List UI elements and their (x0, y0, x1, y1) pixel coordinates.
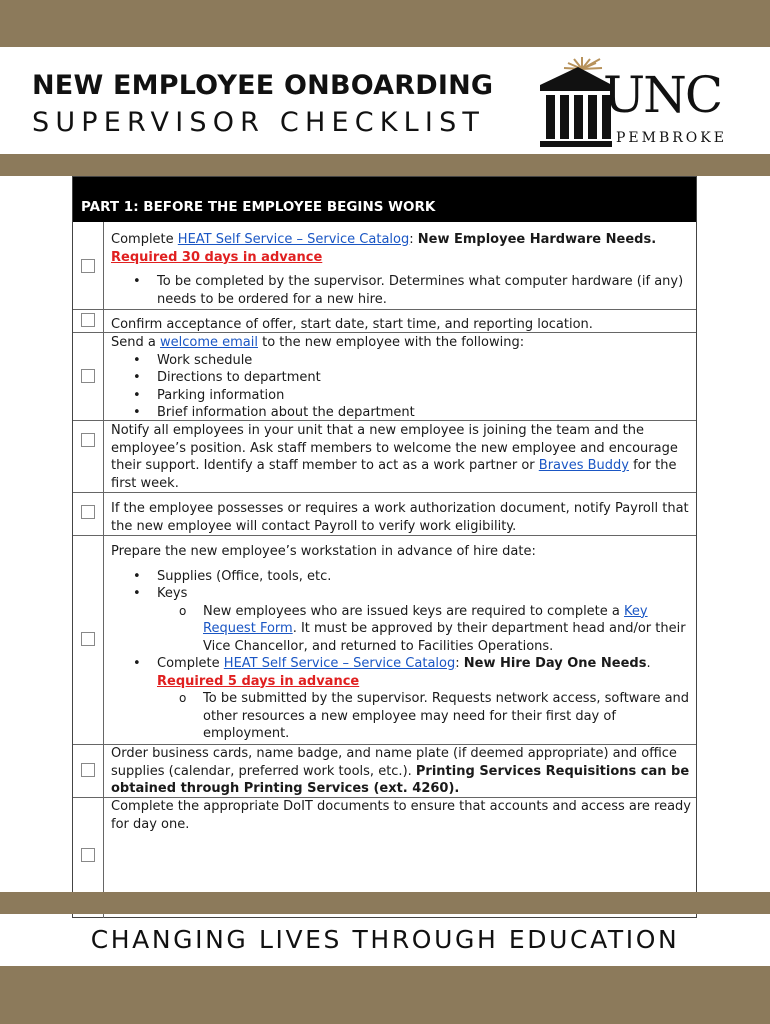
list-item (111, 655, 693, 690)
lower-brand-band (0, 892, 770, 914)
item-text: Confirm acceptance of offer, start date, start time, and reporting location. (111, 317, 593, 332)
item-checkbox[interactable] (81, 505, 95, 519)
list-item: • To be completed by the supervisor. Determines what computer hardware (if any) needs to be ordered for a new hire. (111, 273, 693, 308)
item-text: Complete the appropriate DoIT documents to ensure that accounts and access are ready for day one. (111, 799, 692, 832)
item-text: Complete (111, 232, 178, 247)
row-divider (73, 309, 696, 310)
item-text: Notify all employees in your unit that a new employee is joining the team and the employee’s position. Ask staff members to welcome the new employee and encourage their support. Identify a staff member to act as a work partner or (111, 423, 678, 473)
item-checkbox[interactable] (81, 632, 95, 646)
item-text: : (455, 656, 464, 671)
item-text: . It must be approved by their department head and/or their Vice Chancellor, and returned to Facilities Operations. (203, 621, 686, 654)
item-checkbox[interactable] (81, 848, 95, 862)
page-subtitle: SUPERVISOR CHECKLIST (32, 107, 486, 138)
item-checkbox[interactable] (81, 369, 95, 383)
page-title: NEW EMPLOYEE ONBOARDING (32, 70, 494, 101)
logo-subtitle: PEMBROKE (616, 130, 727, 146)
sub-list-item (111, 603, 693, 656)
section-header (73, 177, 696, 222)
sub-list-item: o To be submitted by the supervisor. Requests network access, software and other resources a new employee may need for their first day of employment. (111, 690, 693, 743)
checklist-item (111, 798, 693, 833)
item-bold-text: New Employee Hardware Needs. (417, 232, 657, 247)
item-text: for the first week. (111, 458, 677, 491)
item-checkbox[interactable] (81, 313, 95, 327)
required-notice: Required 5 days in advance (157, 673, 360, 689)
checklist-item (111, 316, 693, 334)
checklist-item (111, 334, 693, 422)
footer-tagline: CHANGING LIVES THROUGH EDUCATION (90, 925, 680, 954)
key-request-form-link[interactable]: Key Request Form (203, 603, 648, 636)
item-text: New employees who are issued keys are required to complete a (203, 603, 625, 619)
top-brand-band (0, 0, 770, 47)
item-text: to the new employee with the following: (257, 335, 525, 350)
welcome-email-link[interactable]: welcome email (159, 335, 258, 350)
item-text: Send a (111, 335, 160, 350)
checklist-item (111, 231, 693, 308)
item-text: If the employee possesses or requires a work authorization document, notify Payroll that the new employee will contact Payroll to verify work eligibility. (111, 501, 689, 534)
item-checkbox[interactable] (81, 433, 95, 447)
checklist-item (111, 500, 693, 535)
item-text: . (646, 656, 651, 671)
row-divider (73, 535, 696, 536)
item-text: Complete (157, 656, 224, 671)
item-text: Order business cards, name badge, and name plate (if deemed appropriate) and office supplies (calendar, preferred work tools, etc.). (111, 746, 677, 779)
list-item: • Work schedule (111, 352, 693, 370)
checklist-table (72, 176, 697, 918)
list-item: • Keys (111, 585, 693, 603)
required-notice: Required 30 days in advance (111, 249, 323, 265)
checklist-item (111, 745, 693, 798)
checklist-item (111, 543, 693, 743)
list-item: • Parking information (111, 387, 693, 405)
list-item: • Supplies (Office, tools, etc. (111, 568, 693, 586)
bottom-brand-band (0, 966, 770, 1024)
row-divider (73, 492, 696, 493)
item-checkbox[interactable] (81, 259, 95, 273)
list-item: • Directions to department (111, 369, 693, 387)
item-checkbox[interactable] (81, 763, 95, 777)
heat-catalog-link[interactable]: HEAT Self Service – Service Catalog (177, 232, 410, 247)
column-divider (103, 222, 104, 918)
section-title: PART 1: BEFORE THE EMPLOYEE BEGINS WORK (81, 199, 436, 215)
mid-brand-band (0, 154, 770, 176)
heat-catalog-link[interactable]: HEAT Self Service – Service Catalog (223, 656, 456, 671)
item-text: : (409, 232, 418, 247)
item-text: Prepare the new employee’s workstation in advance of hire date: (111, 544, 536, 559)
braves-buddy-link[interactable]: Braves Buddy (538, 458, 629, 473)
list-item: • Brief information about the department (111, 404, 693, 422)
item-bold-text: Printing Services Requisitions can be obtained through Printing Services (ext. 4260). (111, 763, 690, 796)
item-bold-text: New Hire Day One Needs (463, 656, 647, 671)
logo-wordmark: UNC (603, 66, 722, 124)
checklist-item (111, 422, 693, 492)
